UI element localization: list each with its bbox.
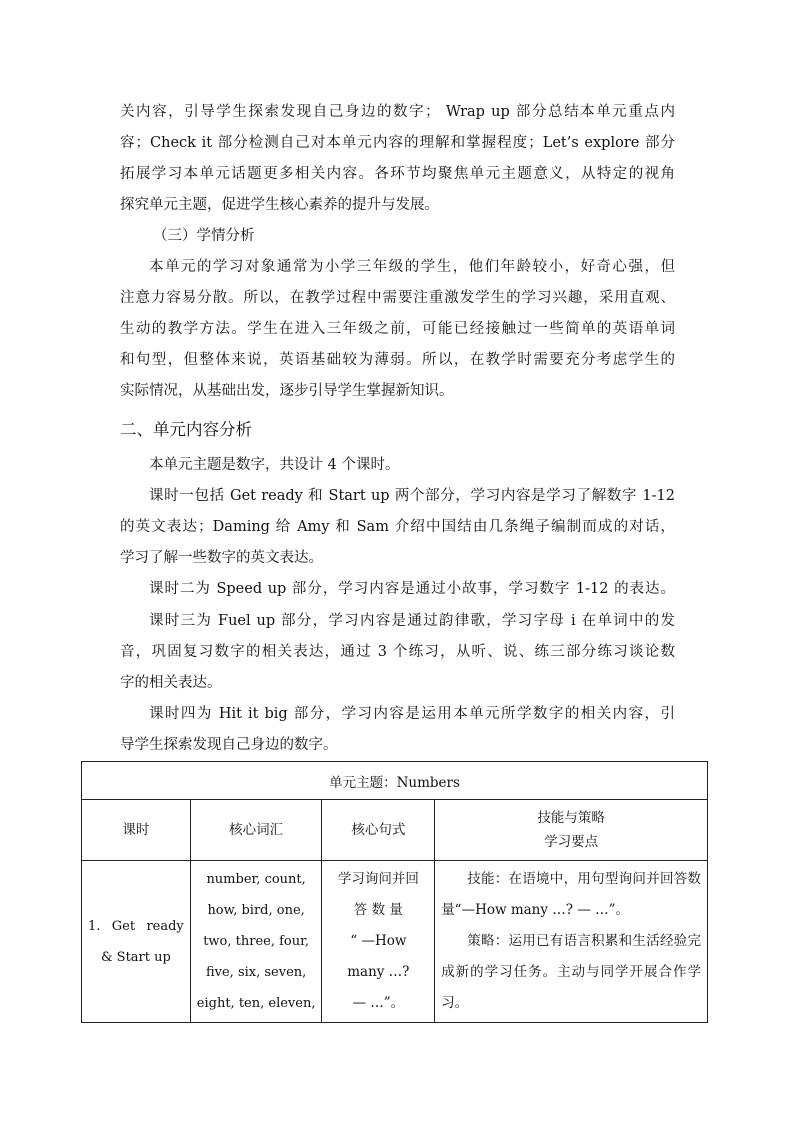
row1-lesson <box>82 861 191 1023</box>
table-title-row <box>82 762 708 800</box>
text-line: 课时三为 Fuel up 部分，学习内容是通过韵律歌，学习字母 i 在单词中的发 <box>149 613 675 629</box>
cell-line: many …? <box>347 964 410 980</box>
text-line: 课时二为 Speed up 部分，学习内容是通过小故事，学习数字 1-12 的表达。 <box>149 581 675 597</box>
unit-plan-table <box>81 761 708 1023</box>
text-line: 本单元主题是数字，共设计 4 个课时。 <box>149 457 400 473</box>
header-skills-line1: 技能与策略 <box>537 810 605 826</box>
text-line: 学习了解一些数字的英文表达。 <box>120 550 323 566</box>
text-line: 和句型，但整体来说，英语基础较为薄弱。所以，在教学时需要充分考虑学生的 <box>120 352 675 368</box>
cell-line: 1. Get ready <box>88 918 184 934</box>
lesson2-paragraph <box>120 574 675 605</box>
text-line: 容；Check it 部分检测自己对本单元内容的理解和掌握程度；Let’s explore 部分 <box>120 135 675 151</box>
text-line: 的英文表达；Daming 给 Amy 和 Sam 介绍中国结由几条绳子编制而成的对话， <box>120 519 675 535</box>
cell-line: & Start up <box>100 949 171 965</box>
intro-paragraph <box>120 97 675 221</box>
cell-line: eight, ten, eleven, <box>196 996 316 1011</box>
text-line: 课时一包括 Get ready 和 Start up 两个部分，学习内容是学习了解数字 1-12 <box>149 488 675 504</box>
strategy-paragraph: 策略：运用已有语言积累和生活经验完成新的学习任务。主动与同学开展合作学习。 <box>441 933 701 1011</box>
header-skills-line2: 学习要点 <box>544 834 599 850</box>
cell-line: how, bird, one, <box>207 903 305 918</box>
table-row <box>82 861 708 1023</box>
lesson1-paragraph <box>120 481 675 574</box>
cell-line: number, count, <box>206 872 306 887</box>
cell-line: two, three, four, <box>203 934 310 949</box>
cell-line: — …”。 <box>352 995 405 1011</box>
text-line: 课时四为 Hit it big 部分，学习内容是运用本单元所学数字的相关内容，引 <box>149 706 675 722</box>
text-line: 实际情况，从基础出发，逐步引导学生掌握新知识。 <box>120 383 454 399</box>
header-skills <box>435 800 708 861</box>
header-vocab: 核心词汇 <box>190 800 322 861</box>
text-line: 导学生探索发现自己身边的数字。 <box>120 737 338 753</box>
text-line: 本单元的学习对象通常为小学三年级的学生，他们年龄较小，好奇心强，但 <box>149 259 675 275</box>
skills-paragraph: 技能：在语境中，用句型询问并回答数量“—How many …? — …”。 <box>441 871 701 918</box>
row1-skills <box>435 861 708 1023</box>
lesson3-paragraph <box>120 606 675 699</box>
text-line: 关内容，引导学生探索发现自己身边的数字； Wrap up 部分总结本单元重点内 <box>120 104 675 120</box>
row1-vocab <box>190 861 322 1023</box>
text-line: 注意力容易分散。所以，在教学过程中需要注重激发学生的学习兴趣，采用直观、 <box>120 290 675 306</box>
text-line: 音，巩固复习数字的相关表达，通过 3 个练习，从听、说、练三部分练习谈论数 <box>120 644 675 660</box>
text-line: 拓展学习本单元话题更多相关内容。各环节均聚焦单元主题意义，从特定的视角 <box>120 166 675 182</box>
table-header-row <box>82 800 708 861</box>
section-heading-learner-analysis: （三）学情分析 <box>153 228 255 244</box>
header-sentence: 核心句式 <box>322 800 435 861</box>
section-heading-unit-content: 二、单元内容分析 <box>120 420 252 439</box>
lesson4-paragraph <box>120 699 675 761</box>
cell-line: “ —How <box>350 933 407 949</box>
cell-line: 答 数 量 <box>353 902 403 918</box>
text-line: 探究单元主题，促进学生核心素养的提升与发展。 <box>120 197 439 213</box>
text-line: 字的相关表达。 <box>120 675 222 691</box>
table-title: 单元主题：Numbers <box>82 762 708 800</box>
unit-summary <box>120 450 675 481</box>
cell-line: 学习询问并回 <box>337 871 419 887</box>
header-lesson: 课时 <box>82 800 191 861</box>
text-line: 生动的教学方法。学生在进入三年级之前，可能已经接触过一些简单的英语单词 <box>120 321 675 337</box>
learner-analysis-paragraph <box>120 252 675 407</box>
cell-line: five, six, seven, <box>205 965 307 980</box>
row1-sentence <box>322 861 435 1023</box>
